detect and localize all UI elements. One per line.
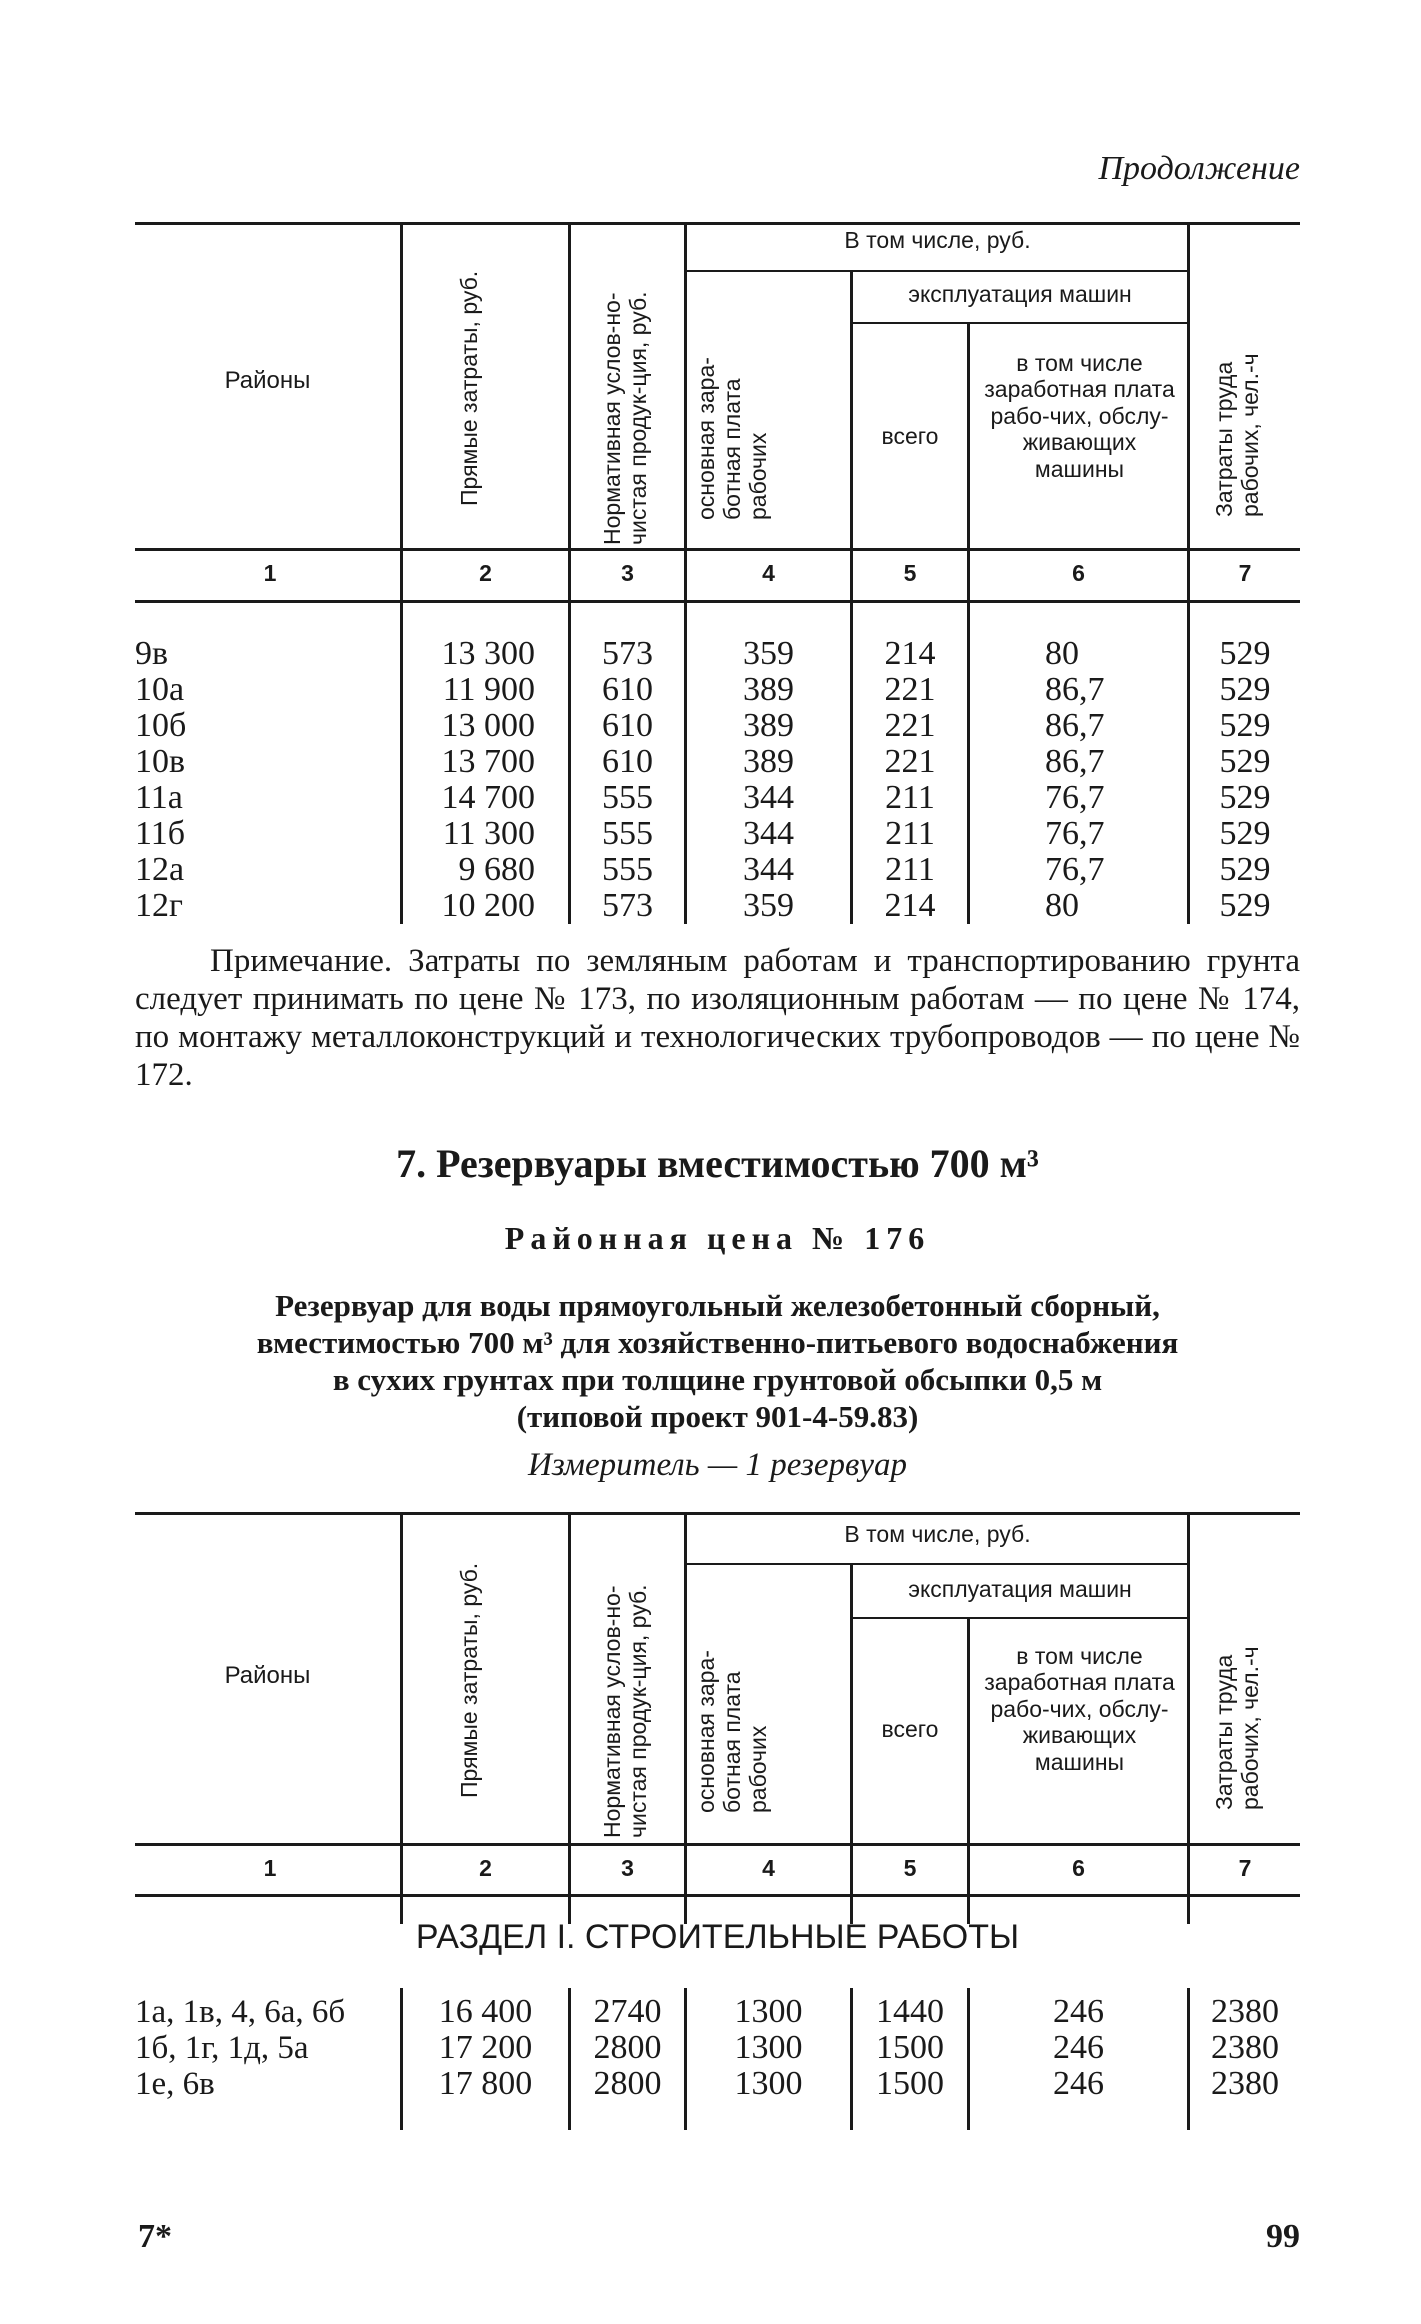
table-cell: 529 [1219,815,1271,852]
column-base-wage [687,1994,850,2102]
table-cell: 17 800 [438,2065,533,2102]
table-cell: 529 [1219,851,1271,888]
table-cell: 1е, 6в [135,2066,215,2102]
table-cell: 529 [1219,635,1271,672]
table-cell: 80 [1045,635,1079,672]
table-cell: 86,7 [1045,707,1105,744]
table-cell: 359 [743,887,794,924]
table-cell: 555 [602,815,653,852]
description-line: в сухих грунтах при толщине грунтовой обсыпки 0,5 м [332,1362,1103,1397]
table-cell: 610 [602,743,653,780]
table-cell: 9 680 [458,851,535,888]
table-cell: 13 000 [441,707,535,744]
column-machine-total [853,636,967,924]
table-cell: 1300 [734,2065,803,2102]
col-number: 5 [903,1855,917,1881]
header-normative-cost: Нормативная услов-но-чистая продук-ция, руб. [599,291,651,545]
table-cell: 529 [1219,887,1271,924]
table-cell: 2380 [1211,2029,1279,2066]
table-cell: 211 [885,851,935,888]
header-direct-costs: Прямые затраты, руб. [456,1562,482,1798]
col-number: 7 [1238,1855,1252,1881]
col-number: 2 [479,1855,492,1881]
header-base-wage: основная зара-ботная плата рабочих [693,1650,771,1813]
table-cell: 1500 [876,2029,944,2066]
measure-unit: Измеритель — 1 резервуар [528,1447,907,1483]
header-labor-costs: Затраты труда рабочих, чел.-ч [1211,1646,1263,1810]
table-cell: 2800 [593,2065,662,2102]
table-cell: 12а [135,851,185,888]
table-cell: 389 [743,707,794,744]
header-regions: Районы [224,367,311,394]
table-cell: 221 [884,671,936,708]
description-line: (типовой проект 901-4-59.83) [516,1399,919,1434]
table-cell: 573 [602,887,653,924]
table-cell: 246 [1053,1993,1104,2030]
section-title: 7. Резервуары вместимостью 700 м³ [396,1141,1039,1186]
table-cell: 86,7 [1045,671,1105,708]
page-number: 99 [1266,2218,1300,2255]
table-cell: 2380 [1211,1993,1279,2030]
table-cell: 344 [743,851,794,888]
description-line: вместимостью 700 м³ для хозяйственно-питьевого водоснабжения [256,1325,1179,1360]
header-labor-costs: Затраты труда рабочих, чел.-ч [1211,353,1263,517]
column-machine-total [853,1994,967,2102]
header-including-rub: В том числе, руб. [844,227,1031,253]
table-cell: 10в [135,743,186,780]
column-regions [135,636,395,924]
table-cell: 211 [885,815,935,852]
header-regions: Районы [224,1662,311,1689]
column-machine-wage [970,1994,1187,2102]
header-total: всего [881,1716,939,1742]
col-number: 2 [479,560,492,586]
table-cell: 555 [602,779,653,816]
table-cell: 1300 [734,2029,803,2066]
header-including-rub: В том числе, руб. [844,1521,1031,1547]
table-cell: 11б [135,815,186,852]
table-cell: 1440 [876,1993,944,2030]
table-cell: 10б [135,707,187,744]
table-cell: 76,7 [1045,815,1105,852]
table-cell: 246 [1053,2065,1104,2102]
col-number: 5 [903,560,917,586]
table-cell: 610 [602,707,653,744]
header-total: всего [881,423,939,449]
column-machine-wage [1045,636,1185,924]
table-cell: 10 200 [441,887,535,924]
table-cell: 13 700 [441,743,535,780]
table-cell: 10а [135,671,185,708]
table-cell: 76,7 [1045,779,1105,816]
col-number: 7 [1238,560,1252,586]
table-cell: 1500 [876,2065,944,2102]
table-cell: 12г [135,887,183,924]
table-cell: 9в [135,635,169,672]
table-cell: 359 [743,635,794,672]
table-cell: 76,7 [1045,851,1105,888]
header-machine-operation: эксплуатация машин [908,1576,1132,1602]
table-cell: 17 200 [438,2029,533,2066]
column-labor-costs [1190,1994,1300,2102]
column-direct-costs [405,636,535,924]
col-number: 1 [263,560,277,586]
header-normative-cost: Нормативная услов-но-чистая продук-ция, руб. [599,1584,651,1838]
table-cell: 221 [884,743,936,780]
table-cell: 246 [1053,2029,1104,2066]
continuation-label: Продолжение [1098,150,1300,187]
column-normative-cost [571,636,684,924]
table-cell: 13 300 [441,635,535,672]
table-cell: 11а [135,779,183,816]
col-number: 6 [1072,560,1085,586]
table-cell: 344 [743,779,794,816]
table-cell: 214 [884,635,936,672]
table-cell: 389 [743,743,794,780]
column-direct-costs [403,1994,568,2102]
col-number: 3 [621,1855,634,1881]
header-machine-operation: эксплуатация машин [908,281,1132,307]
table-cell: 2800 [593,2029,662,2066]
table-cell: 573 [602,635,653,672]
table-cell: 2740 [593,1993,662,2030]
col-number: 1 [263,1855,277,1881]
column-normative-cost [571,1994,684,2102]
header-including-wage: в том числе заработная плата рабо-чих, обслу-живающих машины [984,1643,1175,1775]
header-including-wage: в том числе заработная плата рабо-чих, обслу-живающих машины [984,350,1175,482]
column-regions [135,1994,400,2102]
table-cell: 11 300 [442,815,535,852]
table-cell: 610 [602,671,653,708]
col-number: 6 [1072,1855,1085,1881]
table-cell: 11 900 [442,671,535,708]
price-title: Районная цена № 176 [504,1220,931,1256]
col-number: 4 [762,1855,775,1881]
table-cell: 529 [1219,779,1271,816]
table-cell: 211 [885,779,935,816]
table-cell: 529 [1219,707,1271,744]
table-cell: 221 [884,707,936,744]
table-cell: 1а, 1в, 4, 6а, 6б [135,1994,346,2030]
table-cell: 16 400 [438,1993,533,2030]
table-cell: 80 [1045,887,1079,924]
note-paragraph: Примечание. Затраты по земляным работам и транспортированию грунта следует принимать по цене № 173, по изоляционным работам — по цене № 174, по монтажу металлоконструкций и технологических трубопроводов — по цене № 172. [135,943,1300,1093]
table-cell: 86,7 [1045,743,1105,780]
signature-mark: 7* [138,2218,172,2255]
col-number: 4 [762,560,775,586]
table-cell: 1300 [734,1993,803,2030]
col-number: 3 [621,560,634,586]
table-cell: 2380 [1211,2065,1279,2102]
column-base-wage [687,636,850,924]
header-direct-costs: Прямые затраты, руб. [456,270,482,506]
table-cell: 389 [743,671,794,708]
description-line: Резервуар для воды прямоугольный железобетонный сборный, [275,1288,1160,1323]
table-cell: 14 700 [441,779,535,816]
table-cell: 555 [602,851,653,888]
table-cell: 214 [884,887,936,924]
table-cell: 529 [1219,671,1271,708]
section-heading: РАЗДЕЛ I. СТРОИТЕЛЬНЫЕ РАБОТЫ [415,1918,1020,1956]
header-base-wage: основная зара-ботная плата рабочих [693,357,771,520]
column-labor-costs [1190,636,1300,924]
table-cell: 529 [1219,743,1271,780]
table-cell: 1б, 1г, 1д, 5а [135,2030,309,2066]
table-cell: 344 [743,815,794,852]
